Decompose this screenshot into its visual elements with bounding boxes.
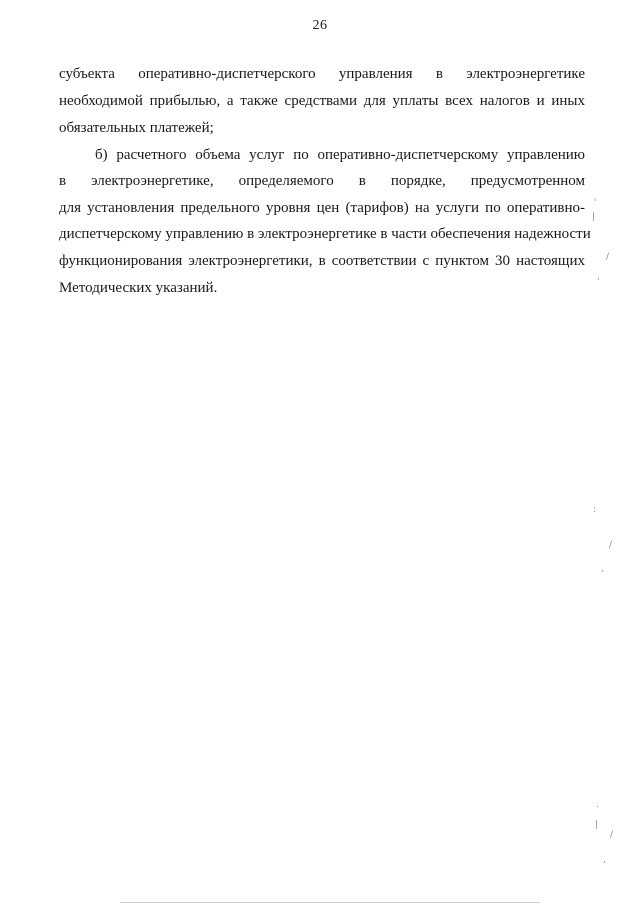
paragraph-2-line-2: в электроэнергетике, определяемого в порядке, предусмотренном: [59, 173, 585, 189]
paragraph-1-line-1: субъекта оперативно-диспетчерского управления в электроэнергетике: [59, 66, 585, 82]
scan-speck: ,: [603, 855, 606, 865]
paragraph-2-line-4: диспетчерскому управлению в электроэнергетике в части обеспечения надежности: [59, 226, 591, 242]
scan-speck: |: [595, 820, 599, 830]
scan-speck: ': [594, 198, 597, 208]
scan-speck: /: [609, 540, 613, 550]
scan-speck: :: [593, 505, 597, 515]
scan-speck: |: [592, 212, 596, 222]
paragraph-2-line-3: для установления предельного уровня цен (тарифов) на услуги по оперативно-: [59, 200, 585, 216]
paragraph-2-line-6: Методических указаний.: [59, 280, 218, 296]
page-number: 26: [312, 18, 328, 33]
paragraph-1-line-3: обязательных платежей;: [59, 120, 214, 136]
scan-speck: ,: [601, 564, 604, 574]
scan-speck: /: [610, 830, 614, 840]
paragraph-2-line-1: б) расчетного объема услуг по оперативно-диспетчерскому управлению: [95, 147, 585, 163]
scan-speck: /: [606, 252, 610, 262]
paragraph-2-line-5: функционирования электроэнергетики, в соответствии с пунктом 30 настоящих: [59, 253, 585, 269]
scan-speck: .: [596, 800, 599, 810]
scan-edge-line: [120, 902, 540, 903]
scan-speck: ,: [597, 272, 600, 282]
paragraph-1-line-2: необходимой прибылью, а также средствами для уплаты всех налогов и иных: [59, 93, 585, 109]
